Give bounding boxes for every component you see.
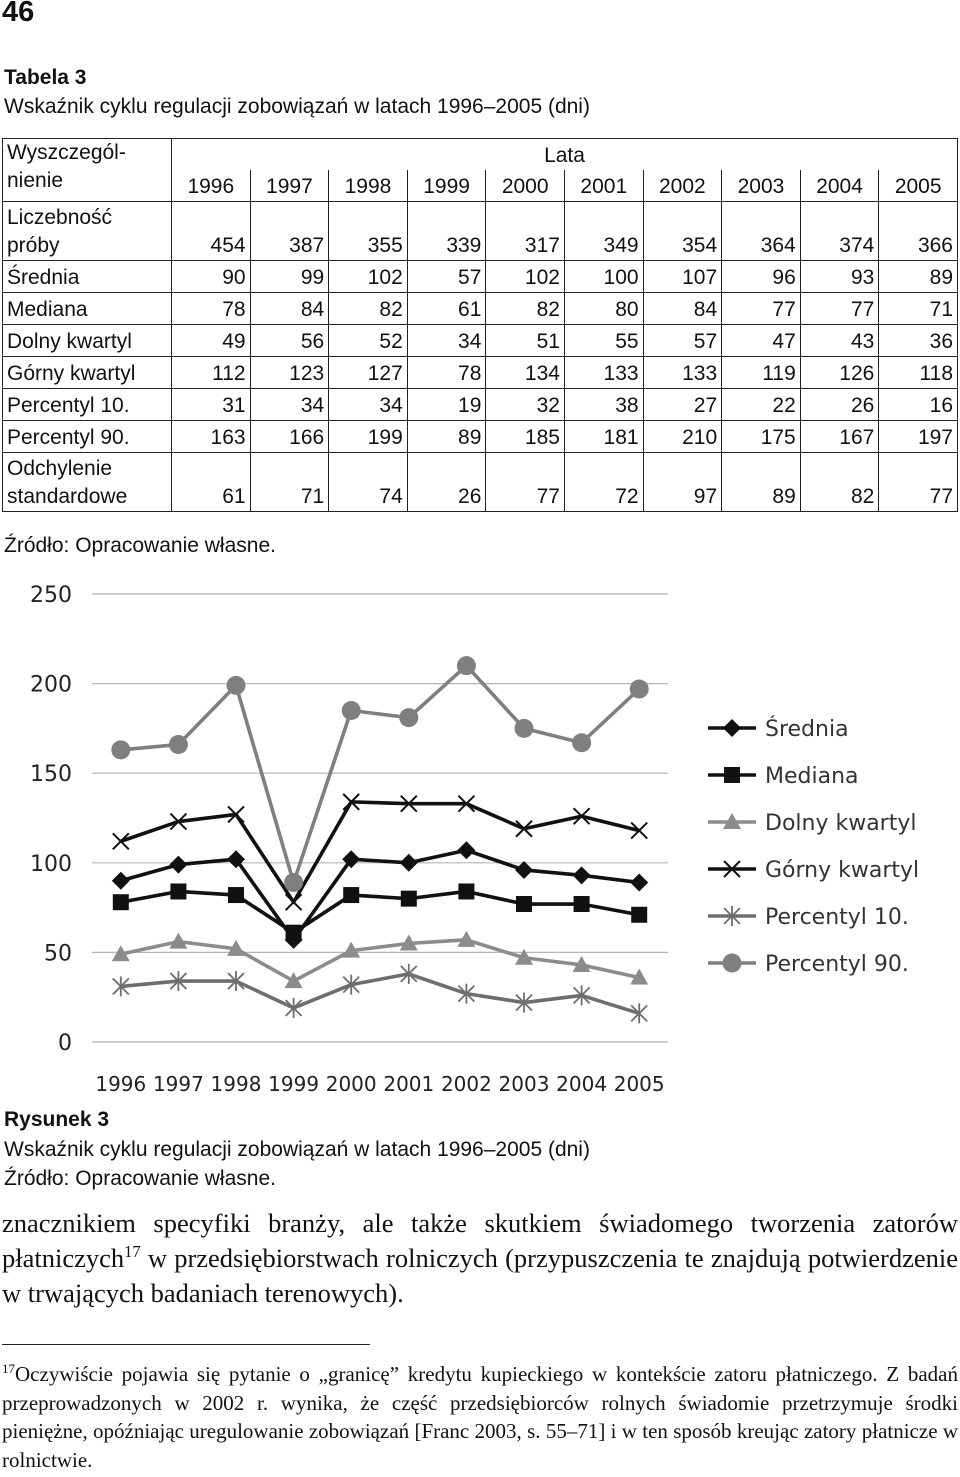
table-cell: 364 <box>722 202 801 261</box>
marker-square <box>631 907 647 923</box>
table-cell: 112 <box>172 357 251 389</box>
row-label-cell <box>3 325 172 357</box>
table-cell: 181 <box>564 421 643 453</box>
row-label-cell <box>3 261 172 293</box>
marker-square <box>574 896 590 912</box>
y-tick-label: 50 <box>44 941 72 967</box>
marker-square <box>458 883 474 899</box>
x-tick-label: 1998 <box>210 1072 262 1096</box>
x-tick-label: 2000 <box>325 1072 377 1096</box>
table-cell: 89 <box>879 261 958 293</box>
table-cell: 97 <box>643 453 722 512</box>
series-line <box>121 891 639 932</box>
series-line <box>121 974 639 1013</box>
table-cell: 199 <box>329 421 408 453</box>
row-label: Percentyl 10. <box>7 394 130 417</box>
table-cell: 49 <box>172 325 251 357</box>
table-cell: 167 <box>800 421 879 453</box>
table-cell: 89 <box>407 421 486 453</box>
table-cell: 133 <box>564 357 643 389</box>
row-label: Odchylenie <box>7 457 113 480</box>
table-row <box>3 453 958 512</box>
year-header-cell: 2002 <box>643 170 722 202</box>
table-cell: 123 <box>250 357 329 389</box>
marker-diamond <box>112 872 130 890</box>
row-header-line2: nienie <box>7 169 64 192</box>
marker-diamond <box>630 874 648 892</box>
x-tick-label: 1997 <box>152 1072 204 1096</box>
year-header-cell: 1997 <box>250 170 329 202</box>
marker-square <box>113 894 129 910</box>
x-tick-label: 2003 <box>498 1072 550 1096</box>
year-header-cell: 2004 <box>800 170 879 202</box>
marker-square <box>516 896 532 912</box>
marker-square <box>228 887 244 903</box>
group-header-lata: Lata <box>172 139 958 171</box>
table-cell: 72 <box>564 453 643 512</box>
table-cell: 78 <box>407 357 486 389</box>
table-row <box>3 202 958 261</box>
footnote-reference: 17 <box>124 1242 141 1262</box>
table-cell: 74 <box>329 453 408 512</box>
series-line <box>121 802 639 902</box>
line-chart <box>0 572 960 1102</box>
table-cell: 175 <box>722 421 801 453</box>
row-label: Średnia <box>7 266 80 289</box>
row-label-cell <box>3 421 172 453</box>
x-tick-label: 1996 <box>95 1072 147 1096</box>
row-label-line2: próby <box>7 234 60 257</box>
table-cell: 51 <box>486 325 565 357</box>
table-cell: 47 <box>722 325 801 357</box>
marker-circle <box>723 954 742 973</box>
data-table <box>2 138 958 512</box>
table-cell: 100 <box>564 261 643 293</box>
footnote-text: Oczywiście pojawia się pytanie o „granicę” kredytu kupieckiego w kontekście zatoru płatniczego. Z badań przeprowadzonych w 2002 r. wynika, że część przedsiębiorców rolnych świadomie przetrzymuje środki pieniężne, opóźniając uregulowanie zobowiązań [Franc 2003, s. 55–71] i w ten sposób kreując zatory płatnicze w rolnictwie. <box>2 1362 958 1472</box>
table-cell: 366 <box>879 202 958 261</box>
table-cell: 102 <box>329 261 408 293</box>
marker-circle <box>111 740 130 759</box>
marker-circle <box>572 733 591 752</box>
table-cell: 349 <box>564 202 643 261</box>
figure-label: Rysunek 3 <box>4 1108 110 1131</box>
marker-square <box>286 925 302 941</box>
table-cell: 77 <box>722 293 801 325</box>
marker-square <box>343 887 359 903</box>
table-row <box>3 357 958 389</box>
table-row <box>3 261 958 293</box>
table-source: Źródło: Opracowanie własne. <box>4 534 276 557</box>
table-cell: 163 <box>172 421 251 453</box>
y-tick-label: 100 <box>30 851 72 877</box>
table-cell: 80 <box>564 293 643 325</box>
table-cell: 82 <box>329 293 408 325</box>
table-cell: 57 <box>407 261 486 293</box>
table-cell: 82 <box>800 453 879 512</box>
table-cell: 56 <box>250 325 329 357</box>
table-cell: 93 <box>800 261 879 293</box>
table-row <box>3 325 958 357</box>
table-cell: 22 <box>722 389 801 421</box>
table-cell: 102 <box>486 261 565 293</box>
x-tick-label: 2002 <box>440 1072 492 1096</box>
table-cell: 89 <box>722 453 801 512</box>
table-cell: 339 <box>407 202 486 261</box>
table-cell: 90 <box>172 261 251 293</box>
row-label-cell <box>3 453 172 512</box>
row-label: Mediana <box>7 298 88 321</box>
legend-label: Percentyl 10. <box>765 905 909 930</box>
year-header-cell: 2003 <box>722 170 801 202</box>
table-cell: 77 <box>800 293 879 325</box>
legend-label: Dolny kwartyl <box>765 811 917 836</box>
figure-source: Źródło: Opracowanie własne. <box>4 1167 276 1190</box>
series-line <box>121 666 639 883</box>
row-label-line2: standardowe <box>7 485 128 508</box>
table-cell: 84 <box>643 293 722 325</box>
table-cell: 96 <box>722 261 801 293</box>
table-cell: 166 <box>250 421 329 453</box>
table-cell: 34 <box>250 389 329 421</box>
table-cell: 127 <box>329 357 408 389</box>
table-cell: 355 <box>329 202 408 261</box>
table-cell: 374 <box>800 202 879 261</box>
marker-circle <box>284 873 303 892</box>
marker-diamond <box>169 856 187 874</box>
legend-label: Percentyl 90. <box>765 952 909 977</box>
marker-circle <box>169 735 188 754</box>
table-cell: 16 <box>879 389 958 421</box>
row-label: Liczebność <box>7 206 113 229</box>
row-label-cell <box>3 389 172 421</box>
y-tick-label: 150 <box>30 762 72 788</box>
marker-circle <box>399 708 418 727</box>
table-cell: 99 <box>250 261 329 293</box>
year-header-cell: 1996 <box>172 170 251 202</box>
table-cell: 55 <box>564 325 643 357</box>
table-cell: 43 <box>800 325 879 357</box>
legend-label: Górny kwartyl <box>765 858 920 883</box>
x-tick-label: 1999 <box>268 1072 320 1096</box>
table-cell: 71 <box>250 453 329 512</box>
body-paragraph <box>2 1206 958 1311</box>
legend-label: Średnia <box>765 717 849 742</box>
table-cell: 197 <box>879 421 958 453</box>
row-label: Dolny kwartyl <box>7 330 132 353</box>
marker-triangle <box>285 972 303 988</box>
table-cell: 185 <box>486 421 565 453</box>
footnote-number: 17 <box>2 1361 16 1376</box>
table-cell: 71 <box>879 293 958 325</box>
row-header-line1: Wyszczegól- <box>7 141 126 164</box>
footnote-divider <box>2 1344 370 1345</box>
table-title: Wskaźnik cyklu regulacji zobowiązań w latach 1996–2005 (dni) <box>4 95 590 118</box>
table-cell: 32 <box>486 389 565 421</box>
table-cell: 78 <box>172 293 251 325</box>
table-cell: 26 <box>407 453 486 512</box>
table-cell: 31 <box>172 389 251 421</box>
row-label-cell <box>3 202 172 261</box>
table-cell: 354 <box>643 202 722 261</box>
table-cell: 34 <box>407 325 486 357</box>
row-header-cell <box>3 139 172 202</box>
page-number: 46 <box>2 0 35 28</box>
table-cell: 210 <box>643 421 722 453</box>
body-text-after: w przedsiębiorstwach rolniczych (przypuszczenia te znajdują potwierdzenie w trwających badaniach terenowych). <box>2 1243 958 1308</box>
table-cell: 387 <box>250 202 329 261</box>
table-cell: 34 <box>329 389 408 421</box>
table-cell: 19 <box>407 389 486 421</box>
table-cell: 107 <box>643 261 722 293</box>
table-cell: 61 <box>407 293 486 325</box>
marker-diamond <box>400 854 418 872</box>
marker-square <box>401 891 417 907</box>
table-cell: 38 <box>564 389 643 421</box>
table-label: Tabela 3 <box>4 66 87 89</box>
table-cell: 77 <box>879 453 958 512</box>
marker-circle <box>630 679 649 698</box>
series-line <box>121 940 639 981</box>
table-header-row <box>3 139 958 171</box>
table-cell: 77 <box>486 453 565 512</box>
row-label: Górny kwartyl <box>7 362 136 385</box>
y-tick-label: 0 <box>58 1031 72 1056</box>
table-cell: 57 <box>643 325 722 357</box>
table-row <box>3 293 958 325</box>
year-header-cell: 2005 <box>879 170 958 202</box>
table-cell: 52 <box>329 325 408 357</box>
table-cell: 61 <box>172 453 251 512</box>
figure-title: Wskaźnik cyklu regulacji zobowiązań w latach 1996–2005 (dni) <box>4 1138 590 1161</box>
table-row <box>3 421 958 453</box>
table-row <box>3 389 958 421</box>
marker-diamond <box>515 861 533 879</box>
row-label-cell <box>3 357 172 389</box>
year-header-cell: 2001 <box>564 170 643 202</box>
marker-diamond <box>457 841 475 859</box>
marker-square <box>724 767 740 783</box>
x-tick-label: 2005 <box>613 1072 665 1096</box>
marker-diamond <box>723 719 741 737</box>
table-cell: 126 <box>800 357 879 389</box>
footnote <box>2 1360 958 1474</box>
year-header-cell: 1999 <box>407 170 486 202</box>
table-cell: 134 <box>486 357 565 389</box>
table-cell: 27 <box>643 389 722 421</box>
y-tick-label: 250 <box>30 583 72 608</box>
table-cell: 454 <box>172 202 251 261</box>
marker-diamond <box>573 866 591 884</box>
legend-label: Mediana <box>765 764 859 789</box>
table-cell: 317 <box>486 202 565 261</box>
table-cell: 119 <box>722 357 801 389</box>
marker-circle <box>227 676 246 695</box>
year-header-cell: 1998 <box>329 170 408 202</box>
table-cell: 82 <box>486 293 565 325</box>
marker-circle <box>457 656 476 675</box>
marker-square <box>170 883 186 899</box>
table-cell: 133 <box>643 357 722 389</box>
row-label: Percentyl 90. <box>7 426 130 449</box>
table-cell: 118 <box>879 357 958 389</box>
body-text-before: znacznikiem specyfiki branży, ale także skutkiem świadomego tworzenia zatorów płatniczych <box>2 1208 958 1273</box>
x-tick-label: 2004 <box>556 1072 608 1096</box>
year-header-cell: 2000 <box>486 170 565 202</box>
y-tick-label: 200 <box>30 672 72 698</box>
row-label-cell <box>3 293 172 325</box>
table-cell: 26 <box>800 389 879 421</box>
table-cell: 84 <box>250 293 329 325</box>
table-cell: 36 <box>879 325 958 357</box>
marker-circle <box>515 719 534 738</box>
marker-circle <box>342 701 361 720</box>
x-tick-label: 2001 <box>383 1072 435 1096</box>
